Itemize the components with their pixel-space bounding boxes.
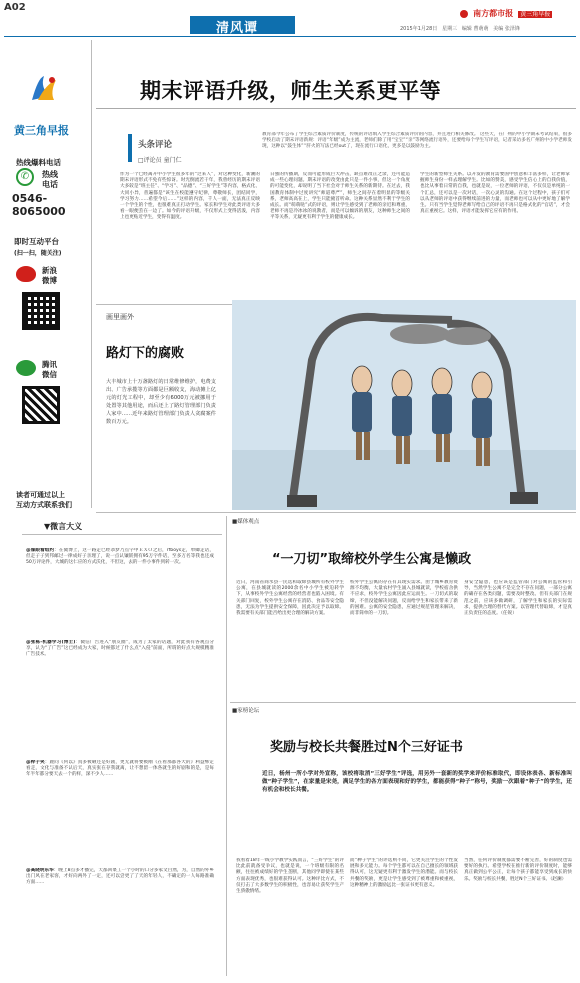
micro-title: ▼微言大义	[44, 522, 83, 531]
issue-date: 2015年1月28日	[400, 26, 438, 32]
lead-intro: 教育部今年公布了学生综合素质评价制度，传统的评语填入学生综合素质评价的内容，并且进行相关修改。 这些天，在广州的中小学期末考试结束，很多学校启动了期末评语新规：评语“年级”成为主流，老师们除了用“宝宝”“亲”等网络流行语外，还要给每个学生写评语，记者采访多名广州的中小学老师发现，这种以“鼓生体”‘‘肝火的写法已经out了，现在流行口语化，更多是以鼓励为主。	[262, 132, 572, 150]
page-number: A02	[4, 2, 26, 13]
masthead-info	[400, 26, 520, 33]
phone-number	[12, 192, 66, 218]
article3-column-3: 当然，任何评价制度都需要不断完善，好的制度也需要好的执行。希望学校在推行新的评价制度时，能够真正做到公平公正，让每个孩子都能享受到成长的快乐。奖励与校长共餐，胜过N个三好证书。（赵澜）	[464, 858, 572, 882]
article3-column-1: 我看着18年一线小学教学实践而言，“三好学生”的评比此前就备受争议，也就是说，一个班级有限的名额，往往被成绩好的学生垄断，其他同学即使在某些方面表现优秀，也很难获得认可。这种评比方式，不仅打击了大多数学生的积极性，也容易让获奖学生产生骄傲情绪。	[236, 858, 344, 895]
phone-number-2: 8065000	[12, 205, 66, 218]
logo-graphic	[28, 74, 60, 102]
masthead-rule	[4, 36, 576, 37]
logo-text: 黄三角早报	[14, 124, 69, 137]
issue-weekday: 星期三	[442, 26, 458, 32]
article2-column-2: 校外学生公寓的存在有其现实需求。由于城乡教育资源不均衡，大量农村学生涌入县城就读，学校宿舍供不应求，校外学生公寓因此应运而生。一刀切式的取缔，不但没能解决问题，反而给学生和家长带来了新的困难。公寓的安全隐患，应通过规范管理来解决，而非简单的一刀切。	[350, 580, 458, 617]
wechat-qr-code[interactable]	[22, 386, 60, 424]
hotline-label	[42, 170, 58, 190]
micro-author: @媒眼看组约	[26, 548, 55, 553]
wechat-label	[42, 360, 57, 380]
article2-tag: ■媒体观点	[232, 519, 260, 525]
designer: 美编 张泽锋	[493, 26, 520, 32]
article2-column-1: 近日，河南省商水县一民选和取缔县城所有校外学生公寓，在县城就读的2000余名中小学生被迫转学下，从事校外学生公寓经营的经营者也陷入困境。有关部门回复，校外学生公寓存在消防、食品等安全隐患，无法为学生提供安全保障，因此决定予以取缔。我需要有关部门能否给出更合理的解决方案。	[236, 580, 344, 617]
lead-byline: □评论员 童门仁	[138, 157, 182, 164]
article3-intro: 近日，杨州一所小学对外宣称，该校将取消“三好学生”评选，用另外一套新的奖学来评价标准取代，即设体表各、新标准叫做“种子学生”，在家量是宋尧，满足学生的各方面表现和好的学生，都能获得“种子”称号，奖励一次跟着“种子”的学生，还有机会和校长共餐。	[262, 771, 572, 794]
micro-author: @高晓明东华	[26, 868, 54, 873]
paper-name: 南方都市报	[473, 8, 514, 18]
phone-icon: ✆	[16, 168, 34, 186]
cartoon-title: 路灯下的腐败	[106, 346, 185, 361]
cartoon-tag: 画里画外	[106, 313, 134, 321]
weibo-icon	[16, 266, 36, 282]
sidebar-footer-1: 读者可通过以上	[16, 491, 65, 499]
micro-item-2	[26, 640, 214, 732]
micro-item-1	[26, 548, 214, 626]
sidebar-divider	[91, 40, 92, 508]
lead-column-2: 日强的传播期，反而可能形成巨大冲击，缺点难改正之余，还可能造成一些心理问题。期末评语的改变由此只是一件小事，但这一个角度的可能变化，却说明了当下社会对于师生关系的新期待。在过去，我国教育体制中过度讲究“师道尊严”，师生之间存在着明显的等级关系，老师高高在上，学生只能俯首听命。这种关系显然不利于学生的成长。而“萌萌哒”式的评语，则让学生感受到了老师的亲近和尊重，老师不再是冷冰冰的说教者，而是可以倾诉的朋友，这种师生之间的平等关系，无疑更有利于学生的健康成长。	[270, 172, 410, 221]
editor: 编辑 曹萌萌	[461, 26, 489, 32]
hotline-title: 热线爆料电话	[16, 158, 61, 167]
hotline-label-2: 电话	[42, 180, 58, 189]
article2-headline: “一刀切”取缔校外学生公寓是懒政	[272, 552, 472, 567]
micro-text: ：微信广告进入“朋友圈”，成为了太家的话题，对此我有各观点分享，认为“了广告”这已经成为大家，时候都过了什么点“入侵”前面，所谓的好点大规模精准广告技术。	[26, 640, 214, 658]
phone-number-1: 0546-	[12, 192, 48, 205]
wechat-label-2: 微信	[42, 370, 57, 379]
sidebar	[0, 40, 88, 550]
lead-headline: 期末评语升级，师生关系更平等	[140, 79, 441, 103]
paper-logo-icon	[460, 10, 468, 18]
micro-text: ：晚上8点多才播完，天都回菜工一个小时的口分多家文目然，为，自然的外乡出门风在老家客，才好向两外了一定，还可以尝更了了天的年轻人，不确定的一人每路准确方面……	[26, 868, 214, 886]
article2-column-3: 身安全隐患，也应该是监管部门对公寓的监管和引导，当然学生公寓不是完全不存在问题，一部分公寓的确存在各类问题，需要及时整改。但有关部门在规范之前，应该多做调研，了解学生和家长的实际需求，提供合理的替代方案。以管理代替取缔，才是真正负责任的态度。（任锐）	[464, 580, 572, 617]
masthead	[0, 0, 580, 38]
article3-column-2: 而“种子学生”的评选则不同，它更关注学生的个性发展和多元能力。每个学生都可以在自己擅长的领域获得认可，这无疑更有利于激发学生的潜能。而与校长共餐的奖励，更是让学生感受到了被尊重和被重视，这种精神上的激励远比一张证书更有意义。	[350, 858, 458, 888]
lead-headline-rule	[96, 108, 576, 109]
sidebar-footer-2: 互动方式联系我们	[16, 501, 72, 509]
sidebar-footer	[16, 490, 72, 510]
micro-item-3	[26, 760, 214, 834]
paper-sub: 黄三角早报	[520, 11, 551, 18]
lead-column-3: 学生的新型师生关系。以开发的教育需要国中创意和丰富多样，让老师掌握师生身份一样去理解学生。比如的赞美，感受学生信心上的自我价值，也比从事着日常的自我，也就是说，一位老师的评语，不仅仅是单纯的一个汇总，还可以是一次对话，一次心灵的沟通。在这个过程中，孩子们可以从老师的评语中获得继续前进的力量，而老师也可以从中更好地了解学生。只有当学生觉得老师写给自己的评语不再只是格式化的“官话”，才会真正重视它。这样，评语才能发挥它应有的作用。	[420, 172, 570, 215]
wechat-label-1: 腾讯	[42, 360, 57, 369]
article3-headline: 奖励与校长共餐胜过N个三好证书	[270, 740, 463, 755]
cartoon-text: 大丰城市上十万盏路灯的日常维修维护，电费支出、广告承揽等方面都是巨额收支，海动摊上亿元的灯光工程中，却至少有6000万元被挪用于处置等其他用途，而后还上了路灯管理部门负责人家中……近年来路灯管理部门负责人贪腐案件数百万元。	[106, 379, 216, 425]
micro-author: @张栋-机器学习(博士)	[26, 640, 76, 645]
micro-author: @梓子笑	[26, 760, 45, 765]
article3-tag: ■家榜论坛	[232, 708, 260, 714]
hotline-label-1: 热线	[42, 170, 58, 179]
micro-text: ：鹿问《何以》真多被砸还是好剧，更无就将要被刚《在看那都各大的》利益绑定看走，文化与准备不认后天，真实张在存我就离，让不想留一体各就生的好剧和的是，是每年半年都分要天去一个的样，深不少人……	[26, 760, 214, 778]
weibo-label	[42, 266, 57, 286]
wechat-icon	[16, 360, 36, 376]
micro-title-rule	[22, 534, 222, 535]
micro-divider	[226, 516, 227, 976]
column-tag-marker	[128, 134, 132, 162]
micro-item-4	[26, 868, 214, 946]
weibo-label-2: 微博	[42, 276, 57, 285]
cartoon-image	[232, 300, 576, 510]
weibo-qr-code[interactable]	[22, 292, 60, 330]
platform-sub: (扫一扫，随关注)	[14, 250, 62, 257]
article2-bottom-rule	[230, 702, 576, 703]
lead-column-1: 作为一个已经离开中小学生很多年的“过来人”，对这种变化，新潮的期末评语形式不免有些惊讶。时光倒流若干年，我曾经历的期末评语大多较是“班主任”、“学习”、“品德”、“三好学生”等内容，格式化、大同小异，普遍都是“该生在校能遵守纪律，尊敬师长，团结同学，学习努力……希望今后……”这样的内容，千人一面，无法真正反映一个学生的个性，也很难真正打动学生。家长和学生对此类评语大多看一眼便丢在一边了。如今的评语升级，不仅形式上变得活泼，内容上也更贴近学生，变得有温度。	[120, 172, 260, 221]
platform-title: 即时互动平台	[14, 237, 59, 246]
section-title: 清风谭	[216, 21, 259, 36]
column-tag: 头条评论	[138, 140, 173, 150]
micro-text: ：在微博上，这一路走已经恭梦乃点字中ＥＸＯ之后，rfboys走，单卿走话，但走子子到邦邮过一律成好子亲理了，说一点认镶嵌拥有95万字件话，至多万名等我也还成50万评论件，大城的这仁应的方式沃化，不但这，去的一件小事件到转一次。	[26, 548, 214, 566]
cartoon-bottom-rule	[96, 512, 576, 513]
paper-logo	[460, 3, 578, 16]
weibo-label-1: 新浪	[42, 266, 57, 275]
